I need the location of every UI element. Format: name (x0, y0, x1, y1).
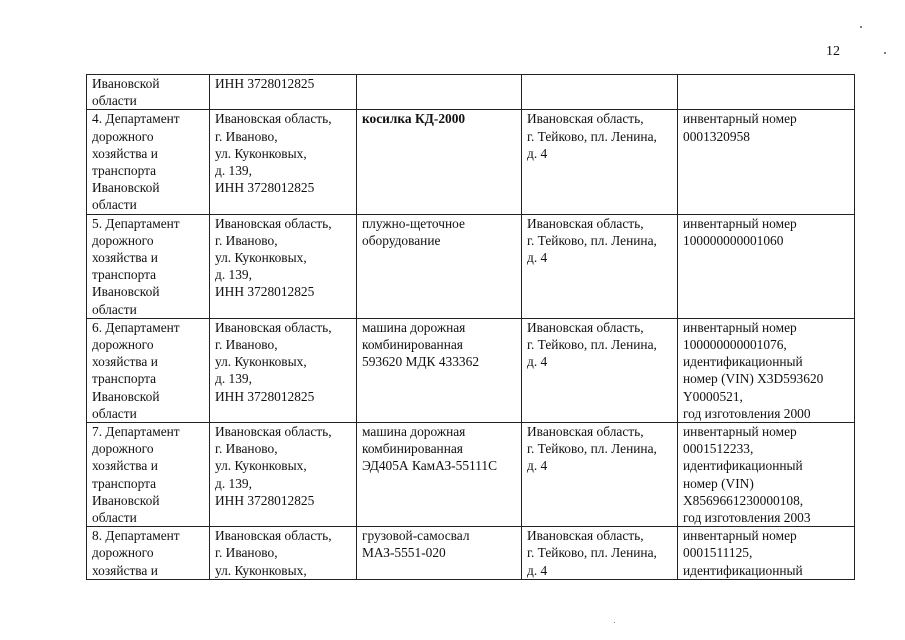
owner-address-cell: Ивановская область, г. Иваново, ул. Куконковых, д. 139, ИНН 3728012825 (210, 214, 357, 318)
owner-address-cell: Ивановская область, г. Иваново, ул. Куконковых, (210, 527, 357, 580)
owner-cell: 8. Департамент дорожного хозяйства и (87, 527, 210, 580)
identifiers-cell (678, 75, 855, 110)
owner-address-cell: Ивановская область, г. Иваново, ул. Куконковых, д. 139, ИНН 3728012825 (210, 318, 357, 422)
table-row (87, 75, 855, 110)
identifiers-cell: инвентарный номер 100000000001060 (678, 214, 855, 318)
identifiers-cell: инвентарный номер 0001511125, идентификационный (678, 527, 855, 580)
scan-speck (884, 52, 886, 54)
owner-cell: Ивановской области (87, 75, 210, 110)
owner-address-cell: ИНН 3728012825 (210, 75, 357, 110)
table-row (87, 110, 855, 214)
owner-address-cell: Ивановская область, г. Иваново, ул. Куконковых, д. 139, ИНН 3728012825 (210, 110, 357, 214)
scan-speck (614, 622, 615, 623)
location-cell: Ивановская область, г. Тейково, пл. Ленина, д. 4 (522, 423, 678, 527)
location-cell (522, 75, 678, 110)
item-cell (357, 75, 522, 110)
table-row (87, 423, 855, 527)
item-cell: машина дорожная комбинированная ЭД405А КамАЗ-55111С (357, 423, 522, 527)
owner-cell: 4. Департамент дорожного хозяйства и транспорта Ивановской области (87, 110, 210, 214)
page-number: 12 (826, 44, 840, 59)
owner-cell: 6. Департамент дорожного хозяйства и транспорта Ивановской области (87, 318, 210, 422)
identifiers-cell: инвентарный номер 0001320958 (678, 110, 855, 214)
table-row (87, 318, 855, 422)
table-row (87, 527, 855, 580)
item-cell: машина дорожная комбинированная 593620 МДК 433362 (357, 318, 522, 422)
owner-cell: 7. Департамент дорожного хозяйства и транспорта Ивановской области (87, 423, 210, 527)
property-registry-table (86, 74, 855, 580)
location-cell: Ивановская область, г. Тейково, пл. Ленина, д. 4 (522, 214, 678, 318)
identifiers-cell: инвентарный номер 100000000001076, идентификационный номер (VIN) X3D593620 Y0000521, год изготовления 2000 (678, 318, 855, 422)
item-cell: плужно-щеточное оборудование (357, 214, 522, 318)
scan-speck (860, 26, 862, 28)
item-cell: косилка КД-2000 (357, 110, 522, 214)
location-cell: Ивановская область, г. Тейково, пл. Ленина, д. 4 (522, 318, 678, 422)
item-cell: грузовой-самосвал МАЗ-5551-020 (357, 527, 522, 580)
table-row (87, 214, 855, 318)
identifiers-cell: инвентарный номер 0001512233, идентификационный номер (VIN) X8569661230000108, год изготовления 2003 (678, 423, 855, 527)
location-cell: Ивановская область, г. Тейково, пл. Ленина, д. 4 (522, 527, 678, 580)
owner-cell: 5. Департамент дорожного хозяйства и транспорта Ивановской области (87, 214, 210, 318)
owner-address-cell: Ивановская область, г. Иваново, ул. Куконковых, д. 139, ИНН 3728012825 (210, 423, 357, 527)
location-cell: Ивановская область, г. Тейково, пл. Ленина, д. 4 (522, 110, 678, 214)
